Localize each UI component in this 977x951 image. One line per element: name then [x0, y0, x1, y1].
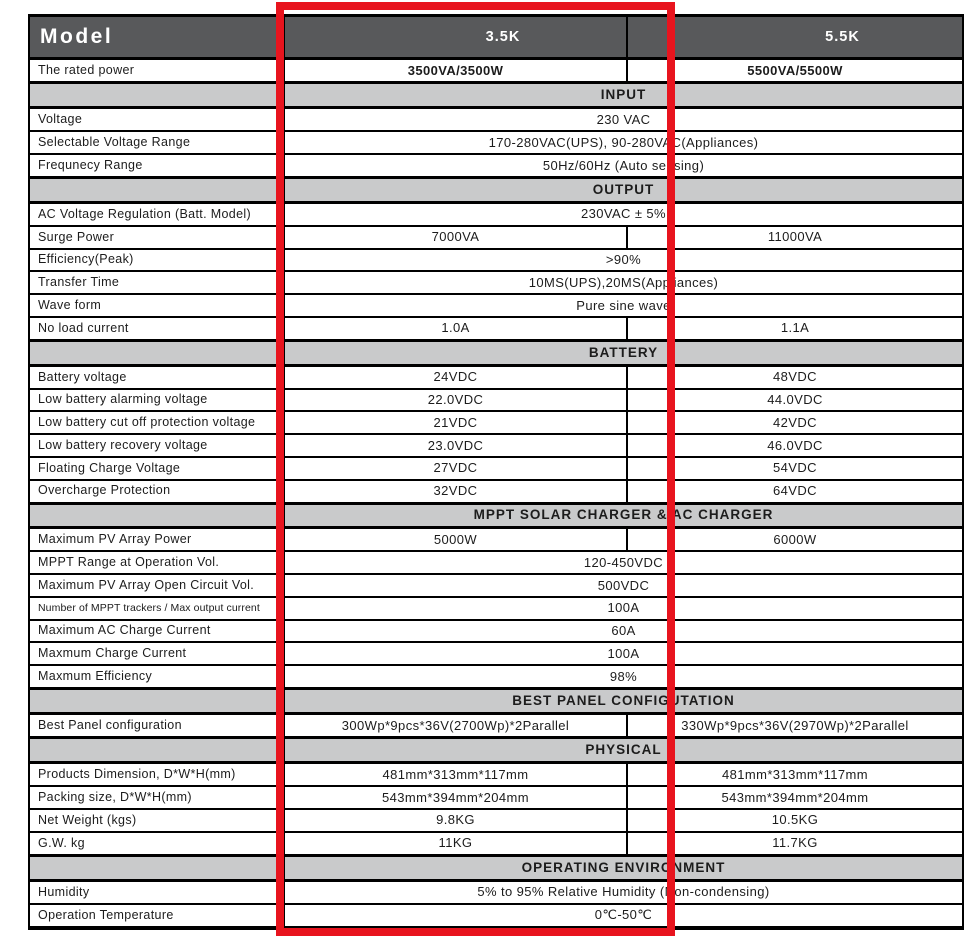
spec-value-5-5k: 44.0VDC	[627, 389, 963, 412]
spec-value-merged: 500VDC	[284, 574, 963, 597]
spec-row	[29, 763, 963, 786]
spec-value-merged: 100A	[284, 597, 963, 620]
section-header-spacer-cell	[29, 177, 284, 202]
spec-value-3-5k: 24VDC	[284, 365, 627, 388]
spec-row-label: Maximum AC Charge Current	[29, 620, 284, 643]
spec-row-label: Overcharge Protection	[29, 480, 284, 503]
spec-row	[29, 108, 963, 131]
spec-value-5-5k: 5500VA/5500W	[627, 59, 963, 83]
spec-value-5-5k: 481mm*313mm*117mm	[627, 763, 963, 786]
spec-value-3-5k: 1.0A	[284, 317, 627, 340]
spec-row-label: Number of MPPT trackers / Max output current	[29, 597, 284, 620]
model-header-row	[29, 16, 963, 59]
spec-row	[29, 271, 963, 294]
spec-row-label: Humidity	[29, 880, 284, 903]
spec-row-label: Net Weight (kgs)	[29, 809, 284, 832]
spec-value-merged: >90%	[284, 249, 963, 272]
spec-value-3-5k: 9.8KG	[284, 809, 627, 832]
section-title: MPPT SOLAR CHARGER & AC CHARGER	[284, 503, 963, 528]
section-header-row	[29, 689, 963, 714]
section-header-row	[29, 177, 963, 202]
spec-value-5-5k: 46.0VDC	[627, 434, 963, 457]
spec-value-3-5k: 21VDC	[284, 411, 627, 434]
spec-value-merged: 170-280VAC(UPS), 90-280VAC(Appliances)	[284, 131, 963, 154]
section-header-spacer-cell	[29, 83, 284, 108]
spec-row-label: Selectable Voltage Range	[29, 131, 284, 154]
spec-value-3-5k: 481mm*313mm*117mm	[284, 763, 627, 786]
spec-row	[29, 294, 963, 317]
spec-row	[29, 904, 963, 928]
spec-row-label: Packing size, D*W*H(mm)	[29, 786, 284, 809]
spec-row	[29, 528, 963, 551]
spec-row	[29, 365, 963, 388]
spec-value-merged: 10MS(UPS),20MS(Appliances)	[284, 271, 963, 294]
spec-value-5-5k: 543mm*394mm*204mm	[627, 786, 963, 809]
spec-value-3-5k: 3500VA/3500W	[284, 59, 627, 83]
spec-table-body	[29, 59, 963, 929]
spec-row	[29, 317, 963, 340]
spec-row	[29, 480, 963, 503]
spec-row	[29, 620, 963, 643]
spec-value-5-5k: 10.5KG	[627, 809, 963, 832]
section-header-row	[29, 340, 963, 365]
spec-value-5-5k: 54VDC	[627, 457, 963, 480]
spec-row	[29, 434, 963, 457]
spec-row	[29, 202, 963, 225]
spec-table	[28, 14, 964, 930]
spec-row-label: Voltage	[29, 108, 284, 131]
spec-row	[29, 642, 963, 665]
spec-value-merged: 60A	[284, 620, 963, 643]
spec-value-merged: 50Hz/60Hz (Auto sensing)	[284, 154, 963, 177]
spec-value-3-5k: 32VDC	[284, 480, 627, 503]
spec-row	[29, 809, 963, 832]
spec-row	[29, 574, 963, 597]
spec-value-5-5k: 11.7KG	[627, 832, 963, 855]
spec-value-5-5k: 42VDC	[627, 411, 963, 434]
section-header-spacer-cell	[29, 855, 284, 880]
spec-row-label: Transfer Time	[29, 271, 284, 294]
spec-value-5-5k: 1.1A	[627, 317, 963, 340]
spec-value-5-5k: 64VDC	[627, 480, 963, 503]
spec-row-label: Products Dimension, D*W*H(mm)	[29, 763, 284, 786]
spec-value-3-5k: 543mm*394mm*204mm	[284, 786, 627, 809]
spec-row	[29, 154, 963, 177]
spec-row-label: Operation Temperature	[29, 904, 284, 928]
section-header-row	[29, 855, 963, 880]
spec-row	[29, 226, 963, 249]
spec-row-label: AC Voltage Regulation (Batt. Model)	[29, 202, 284, 225]
section-title: BATTERY	[284, 340, 963, 365]
column-header-3-5k: 3.5K	[284, 16, 627, 59]
spec-row	[29, 786, 963, 809]
spec-value-merged: 0℃-50℃	[284, 904, 963, 928]
spec-row-label: G.W. kg	[29, 832, 284, 855]
section-header-spacer-cell	[29, 340, 284, 365]
section-header-row	[29, 83, 963, 108]
spec-value-5-5k: 11000VA	[627, 226, 963, 249]
spec-value-3-5k: 22.0VDC	[284, 389, 627, 412]
spec-value-merged: 98%	[284, 665, 963, 688]
spec-value-merged: 100A	[284, 642, 963, 665]
spec-value-3-5k: 7000VA	[284, 226, 627, 249]
spec-value-3-5k: 5000W	[284, 528, 627, 551]
spec-row	[29, 457, 963, 480]
spec-row-label: Frequnecy Range	[29, 154, 284, 177]
spec-row-label: Maximum PV Array Open Circuit Vol.	[29, 574, 284, 597]
spec-value-3-5k: 27VDC	[284, 457, 627, 480]
spec-value-merged: Pure sine wave	[284, 294, 963, 317]
column-header-5-5k: 5.5K	[627, 16, 963, 59]
spec-row-label: Low battery cut off protection voltage	[29, 411, 284, 434]
spec-row-label: MPPT Range at Operation Vol.	[29, 551, 284, 574]
section-header-row	[29, 738, 963, 763]
spec-row	[29, 551, 963, 574]
spec-row-label: Wave form	[29, 294, 284, 317]
spec-row-label: Low battery recovery voltage	[29, 434, 284, 457]
spec-row	[29, 665, 963, 688]
model-header-cell: Model	[29, 16, 284, 59]
spec-value-5-5k: 48VDC	[627, 365, 963, 388]
spec-value-merged: 5% to 95% Relative Humidity (Non-condensing)	[284, 880, 963, 903]
spec-row-label: Maxmum Efficiency	[29, 665, 284, 688]
spec-value-3-5k: 11KG	[284, 832, 627, 855]
spec-row-label: Floating Charge Voltage	[29, 457, 284, 480]
spec-row	[29, 714, 963, 738]
section-title: OPERATING ENVIRONMENT	[284, 855, 963, 880]
section-header-row	[29, 503, 963, 528]
spec-row-label: Battery voltage	[29, 365, 284, 388]
spec-row	[29, 59, 963, 83]
spec-value-5-5k: 6000W	[627, 528, 963, 551]
spec-value-5-5k: 330Wp*9pcs*36V(2970Wp)*2Parallel	[627, 714, 963, 738]
spec-row-label: No load current	[29, 317, 284, 340]
spec-row	[29, 249, 963, 272]
spec-row	[29, 411, 963, 434]
section-title: OUTPUT	[284, 177, 963, 202]
spec-row	[29, 597, 963, 620]
spec-row-label: Efficiency(Peak)	[29, 249, 284, 272]
spec-value-merged: 120-450VDC	[284, 551, 963, 574]
spec-value-3-5k: 23.0VDC	[284, 434, 627, 457]
spec-row-label: The rated power	[29, 59, 284, 83]
section-title: INPUT	[284, 83, 963, 108]
spec-row-label: Best Panel configuration	[29, 714, 284, 738]
spec-row	[29, 389, 963, 412]
spec-value-3-5k: 300Wp*9pcs*36V(2700Wp)*2Parallel	[284, 714, 627, 738]
section-title: BEST PANEL CONFIGUTATION	[284, 689, 963, 714]
section-header-spacer-cell	[29, 503, 284, 528]
spec-row-label: Maximum PV Array Power	[29, 528, 284, 551]
section-header-spacer-cell	[29, 738, 284, 763]
section-header-spacer-cell	[29, 689, 284, 714]
spec-row-label: Low battery alarming voltage	[29, 389, 284, 412]
spec-row-label: Maxmum Charge Current	[29, 642, 284, 665]
section-title: PHYSICAL	[284, 738, 963, 763]
spec-row	[29, 131, 963, 154]
spec-value-merged: 230 VAC	[284, 108, 963, 131]
spec-row	[29, 832, 963, 855]
spec-row	[29, 880, 963, 903]
spec-value-merged: 230VAC ± 5%	[284, 202, 963, 225]
spec-row-label: Surge Power	[29, 226, 284, 249]
